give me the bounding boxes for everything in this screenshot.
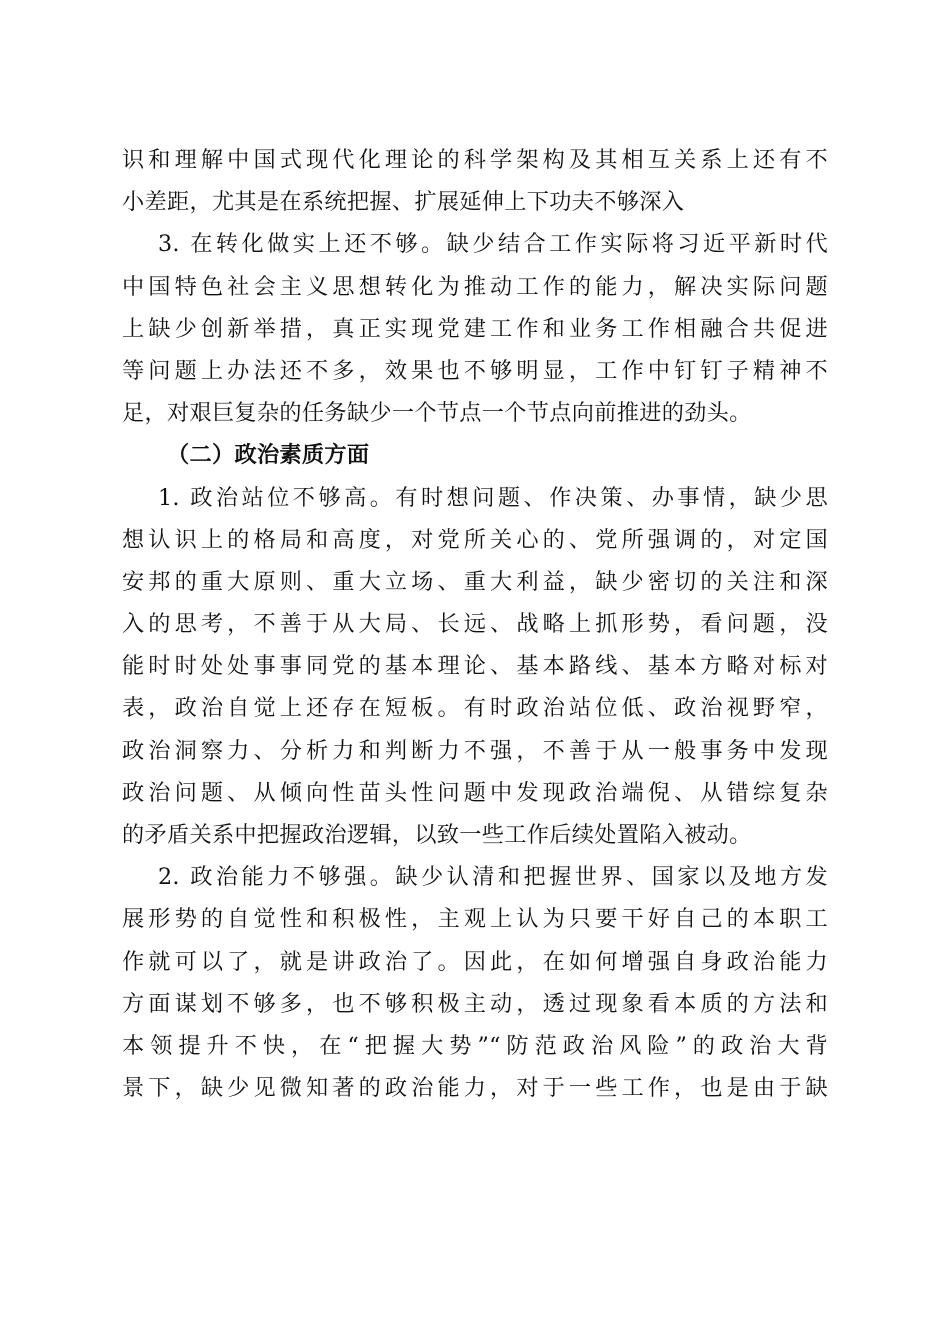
text-line: 政治问题、从倾向性苗头性问题中发现政治端倪、从错综复杂 [122, 779, 828, 806]
text-line: 安邦的重大原则、重大立场、重大利益，缺少密切的关注和深 [122, 568, 828, 595]
text-line: 本领提升不快，在“把握大势”“防范政治风险”的政治大背 [122, 1032, 828, 1059]
body-text [122, 139, 828, 1109]
item-1-first-line: 1. 政治站位不够高。有时想问题、作决策、办事情，缺少思 [158, 484, 828, 511]
text-line: 展形势的自觉性和积极性，主观上认为只要干好自己的本职工 [122, 906, 828, 933]
text-line: 上缺少创新举措，真正实现党建工作和业务工作相融合共促进 [122, 315, 828, 342]
item-2-first-line: 2. 政治能力不够强。缺少认清和把握世界、国家以及地方发 [158, 864, 828, 891]
text-line: 足，对艰巨复杂的任务缺少一个节点一个节点向前推进的劲头。 [122, 400, 752, 427]
text-line: 中国特色社会主义思想转化为推动工作的能力，解决实际问题 [122, 273, 828, 300]
section-heading: （二）政治素质方面 [167, 442, 370, 469]
text-line: 政治洞察力、分析力和判断力不强，不善于从一般事务中发现 [122, 737, 828, 764]
item-3-first-line: 3. 在转化做实上还不够。缺少结合工作实际将习近平新时代 [158, 231, 828, 258]
text-line: 等问题上办法还不多，效果也不够明显，工作中钉钉子精神不 [122, 357, 828, 384]
text-line: 识和理解中国式现代化理论的科学架构及其相互关系上还有不 [122, 147, 828, 173]
text-line: 景下，缺少见微知著的政治能力，对于一些工作，也是由于缺 [122, 1075, 828, 1102]
text-line: 想认识上的格局和高度，对党所关心的、党所强调的，对定国 [122, 526, 828, 553]
text-line: 能时时处处事事同党的基本理论、基本路线、基本方略对标对 [122, 653, 828, 680]
text-line: 方面谋划不够多，也不够积极主动，透过现象看本质的方法和 [122, 990, 828, 1017]
text-line: 表，政治自觉上还存在短板。有时政治站位低、政治视野窄， [122, 695, 828, 722]
text-line: 作就可以了，就是讲政治了。因此，在如何增强自身政治能力 [122, 948, 828, 975]
text-line: 入的思考，不善于从大局、长远、战略上抓形势，看问题，没 [122, 611, 828, 638]
text-line: 小差距，尤其是在系统把握、扩展延伸上下功夫不够深入 [122, 189, 685, 216]
text-line: 的矛盾关系中把握政治逻辑，以致一些工作后续处置陷入被动。 [122, 822, 752, 848]
